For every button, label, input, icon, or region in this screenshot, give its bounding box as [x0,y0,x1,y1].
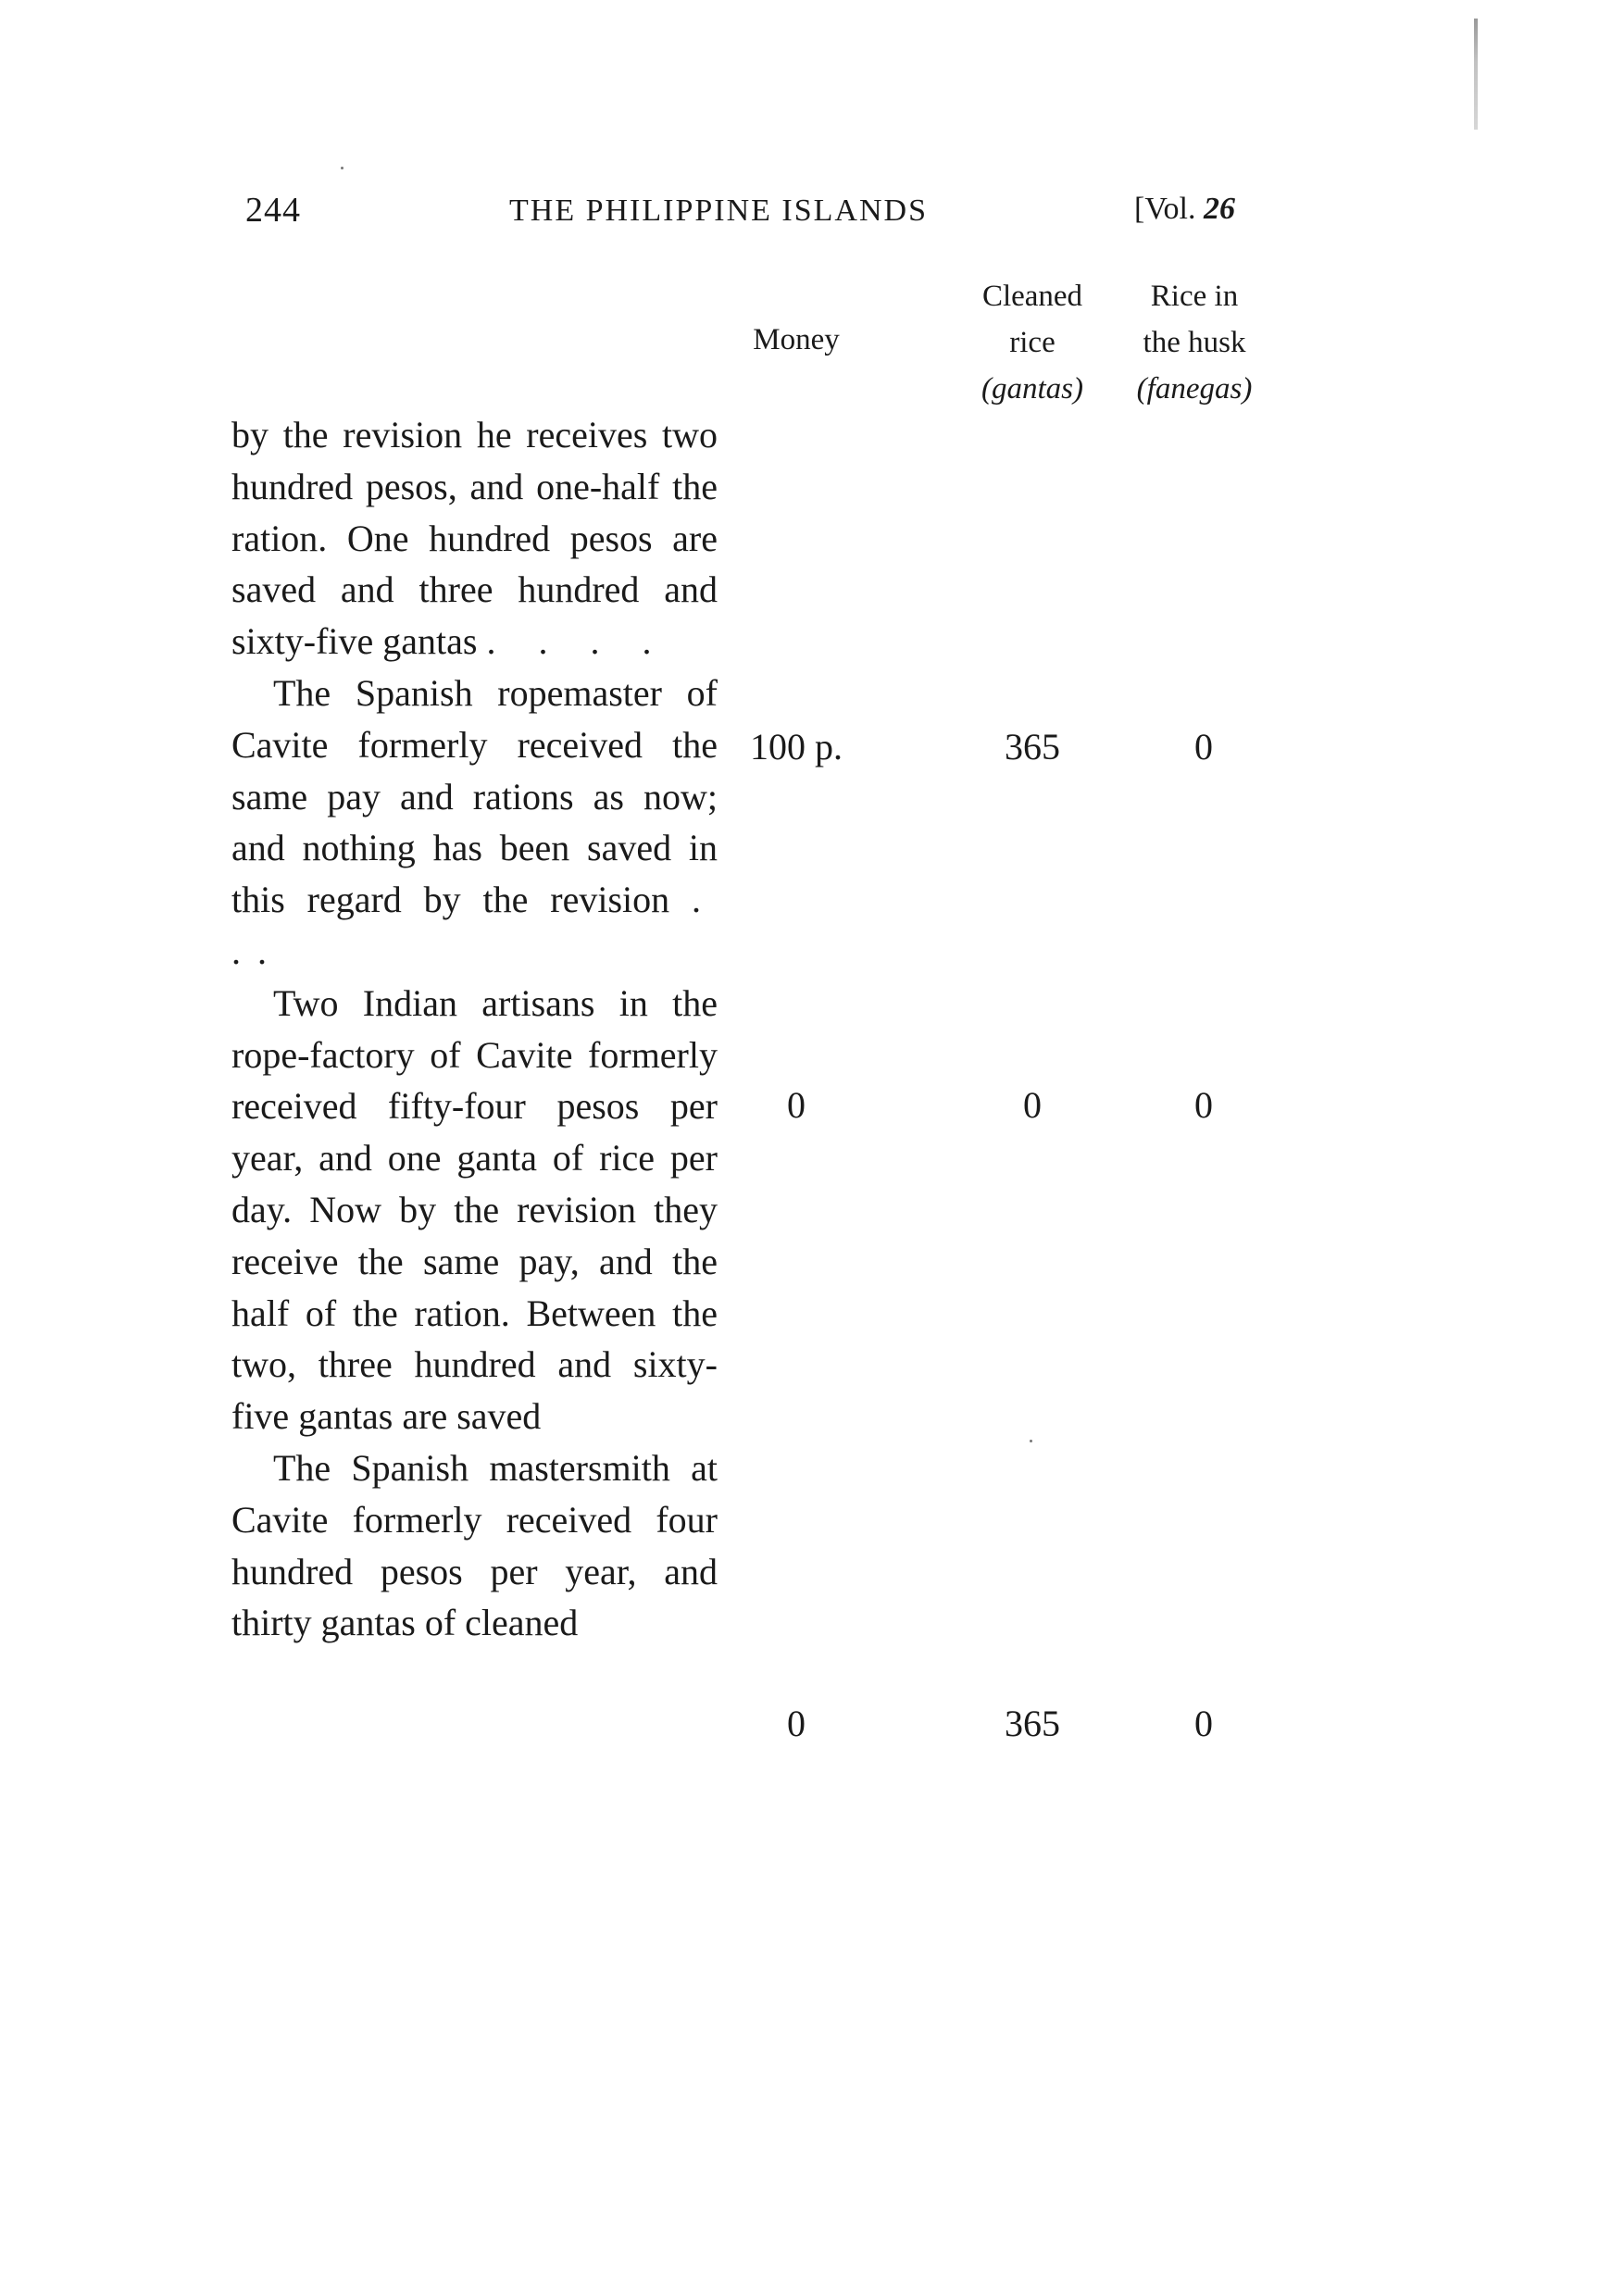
scan-speck [1030,1440,1032,1442]
money-value: 100 p. [750,726,843,768]
dot-leader: . .. [231,879,718,972]
entry [231,409,718,668]
scan-edge-artifact [1474,19,1478,130]
entry-text: The Spanish mastersmith at Cavite formerly received four hundred pesos per year, and thirty gantas of cleaned [231,1446,718,1644]
entry-paragraph [231,1442,718,1649]
page-number: 244 [245,191,301,230]
volume-number: 26 [1203,192,1235,226]
column-header-cleaned-line1: Cleaned [981,280,1083,313]
book-title: THE PHILIPPINE ISLANDS [509,193,928,228]
entry-paragraph [231,668,718,978]
column-header-cleaned-unit: (gantas) [981,372,1083,406]
entry-text-column [231,409,718,1649]
scan-speck [341,167,344,169]
entry-text: Two Indian artisans in the rope-factory of Cavite formerly received fifty-four pesos per year, and one ganta of rice per day. Now by the revision they receive the same pay, and the half of the ration. Between the two, three hundred and sixty-five gantas are saved [231,981,718,1438]
cleaned-rice-value: 365 [1005,1703,1060,1744]
entry [231,668,718,978]
rice-husk-value: 0 [1194,1084,1213,1126]
entry [231,978,718,1442]
volume-label [1134,192,1235,227]
rice-husk-value: 0 [1194,726,1213,768]
column-header-cleaned-line2: rice [1009,326,1056,359]
column-header-husk-unit: (fanegas) [1136,372,1253,406]
running-head [245,190,1292,245]
column-header-money [731,317,861,363]
money-value: 0 [787,1084,806,1126]
dot-leader: . . . . [486,620,668,663]
entry-paragraph [231,409,718,668]
cleaned-rice-value: 365 [1005,726,1060,768]
entry-text: by the revision he receives two hundred pesos, and one-half the ration. One hundred pesos are saved and three hundred and sixty-five gantas [231,414,718,663]
cleaned-rice-value: 0 [1023,1084,1042,1126]
column-header-rice-husk [1106,273,1282,412]
column-header-cleaned-rice [949,273,1116,412]
column-header-husk-line1: Rice in [1150,280,1239,313]
column-header-money-label: Money [753,323,840,356]
column-header-husk-line2: the husk [1143,326,1246,359]
rice-husk-value: 0 [1194,1703,1213,1744]
volume-prefix: [Vol. [1134,192,1196,226]
entry-text: The Spanish ropemaster of Cavite formerly received the same pay and rations as now; and nothing has been saved in this regard by the revision [231,671,718,921]
money-value: 0 [787,1703,806,1744]
entry [231,1442,718,1649]
entry-paragraph [231,978,718,1442]
